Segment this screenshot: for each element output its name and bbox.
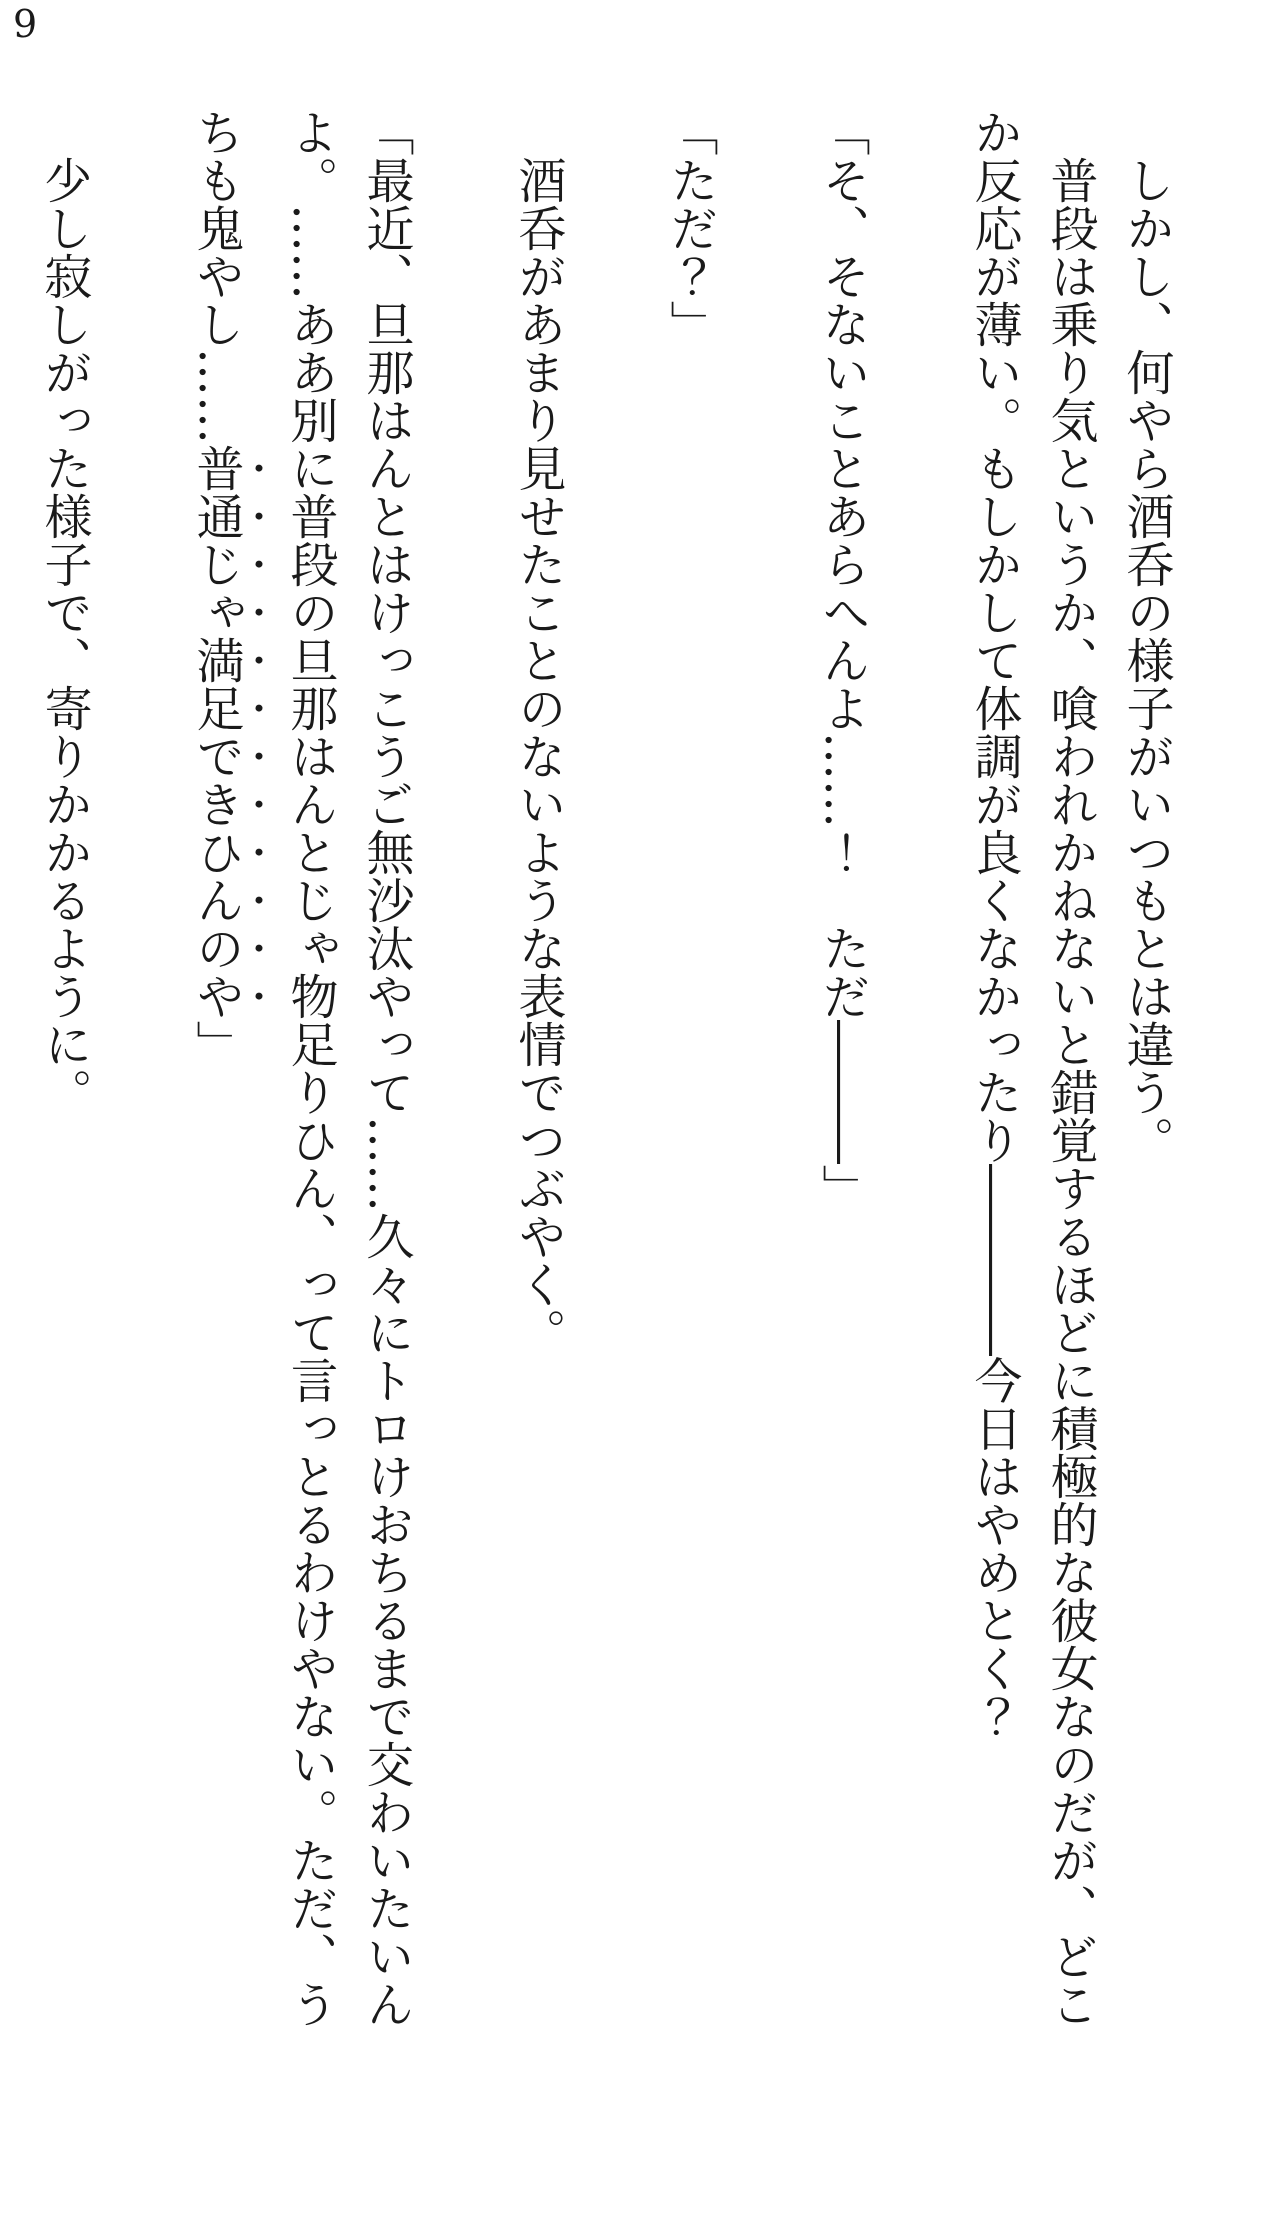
text-run: 「そ、そないことあらへんよ……！ ただ―――」: [814, 108, 870, 1212]
text-run: ちも鬼やし……: [188, 108, 244, 444]
text-run: よ。……ああ別に普段の旦那はんとじゃ物足りひん、って言っとるわけやない。ただ、う: [282, 108, 338, 2028]
text-line-6: [500, 108, 576, 2073]
text-run: か反応が薄い。もしかして体調が良くなかったり――――今日はやめとく？: [966, 108, 1022, 1740]
text-run: 少し寂しがった様子で、寄りかかるように。: [36, 156, 92, 1116]
text-line-5: [652, 108, 728, 2073]
text-line-10: [26, 108, 102, 2073]
text-run: 普段は乗り気というか、喰われかねないと錯覚するほどに積極的な彼女なのだが、どこ: [1042, 156, 1098, 2028]
text-line-8: [272, 108, 348, 2073]
text-line-2: [1032, 108, 1108, 2073]
text-run: 」: [188, 1020, 244, 1068]
emphasized-text: 普通じゃ満足できひんのや: [188, 444, 244, 1020]
text-run: 酒呑があまり見せたことのないような表情でつぶやく。: [510, 156, 566, 1356]
text-line-3: [956, 108, 1032, 2073]
text-line-7: [348, 108, 424, 2073]
page-number: 9: [13, 2, 38, 46]
text-columns: [36, 108, 1184, 2073]
text-run: しかし、何やら酒呑の様子がいつもとは違う。: [1118, 156, 1174, 1164]
text-line-9: [178, 108, 272, 2073]
text-run: 「ただ？」: [662, 108, 718, 348]
text-line-1: [1108, 108, 1184, 2073]
text-run: 「最近、旦那はんとはけっこうご無沙汰やって……久々にトロけおちるまで交わいたいん: [358, 108, 414, 2028]
text-line-4: [804, 108, 880, 2073]
